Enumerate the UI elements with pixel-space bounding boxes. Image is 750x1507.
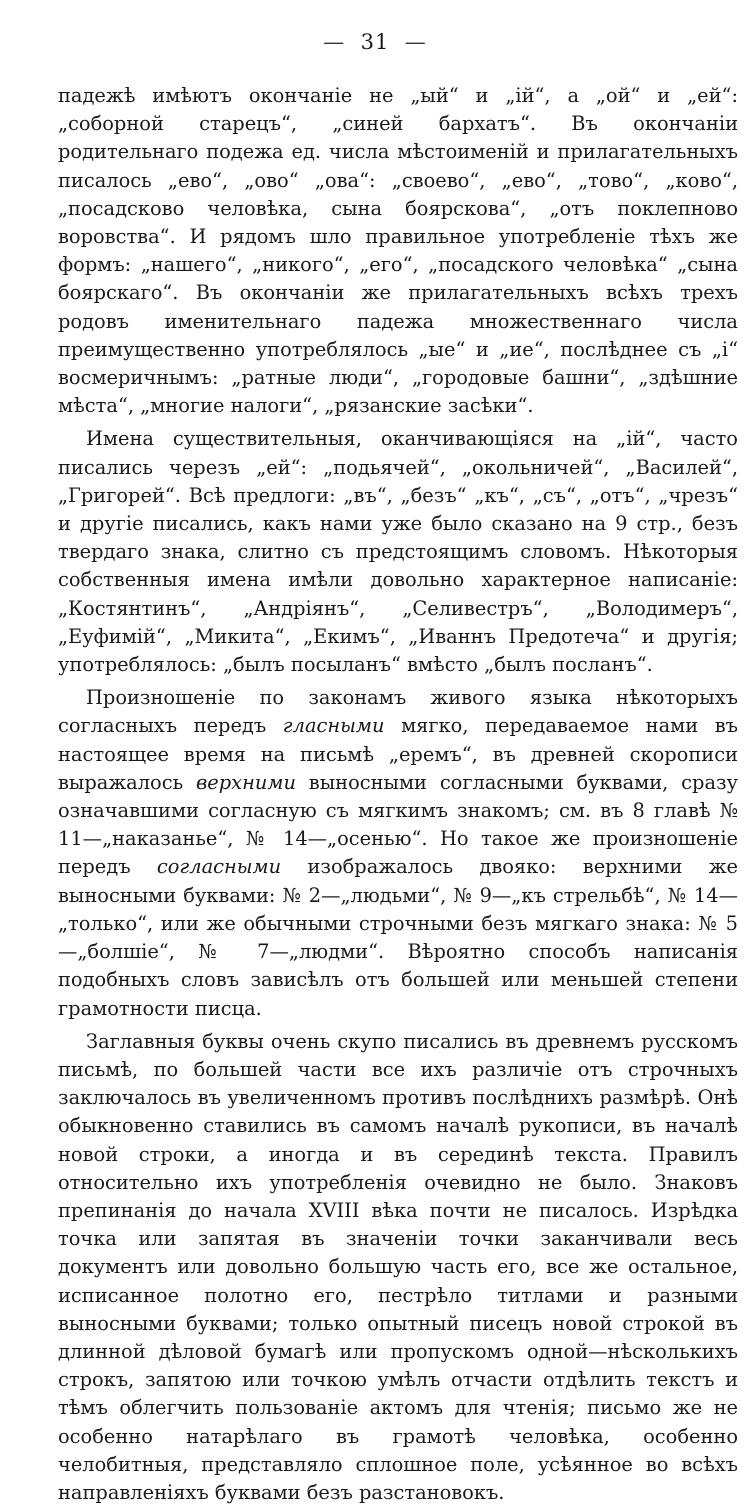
paragraph-3-italic-glasnymi: гласными (282, 714, 385, 738)
paragraph-3-italic-verkhnimi: верхними (196, 770, 296, 794)
page-body (58, 82, 738, 1507)
paragraph-3 (58, 684, 738, 1022)
header-dash-left: — (323, 30, 346, 54)
paragraph-3-italic-soglasnymi: согласными (156, 855, 282, 879)
paragraph-3-seg-7: изображалось двояко: верхними же выносными буквами: № 2—„людьми“, № 9—„къ стрельбѣ“, № 14—„только“, или же обычными строчными безъ мягкаго знака: № 5—„болшіе“, № 7—„людми“. Вѣроятно способъ написанія подобныхъ словъ зависѣлъ отъ большей или меньшей степени грамотности писца. (58, 855, 739, 1020)
page-number: 31 (360, 30, 390, 54)
header-dash-right: — (404, 30, 427, 54)
paragraph-1 (58, 82, 738, 420)
paragraph-2 (58, 425, 738, 679)
paragraph-1-text: падежѣ имѣютъ окончаніе не „ый“ и „ій“, а „ой“ и „ей“: „соборной старецъ“, „синей бархатъ“. Въ окончаніи родительнаго подежа ед. числа мѣстоименій и прилагательныхъ писалось „ево“, „ово“ „ова“: „своево“, „ево“, „тово“, „ково“, „посадсково человѣка, сына боярскова“, „отъ поклепново воровства“. И рядомъ шло правильное употребленіе тѣхъ же формъ: „нашего“, „никого“, „его“, „посадского человѣка“ „сына боярскаго“. Въ окончаніи же прилагательныхъ всѣхъ трехъ родовъ именительнаго падежа множественнаго числа преимущественно употреблялось „ые“ и „ие“, послѣднее съ „і“ восмеричнымъ: „ратные люди“, „городовые башни“, „здѣшние мѣста“, „многие налоги“, „рязанские засѣки“. (58, 84, 738, 418)
paragraph-3-seg-3: мягко, передаваемое нами въ настоящее время на письмѣ „еремъ“, въ древней скорописи выражалось (58, 714, 738, 794)
paragraph-2-text: Имена существительныя, оканчивающіяся на „ій“, часто писались черезъ „ей“: „подьячей“, „окольничей“, „Василей“, „Григорей“. Всѣ предлоги: „въ“, „безъ“ „къ“, „съ“, „отъ“, „чрезъ“ и другіе писались, какъ нами уже было сказано на 9 стр., безъ твердаго знака, слитно съ предстоящимъ словомъ. Нѣкоторыя собственныя имена имѣли довольно характерное написаніе: „Костянтинъ“, „Андріянъ“, „Селивестръ“, „Володимеръ“, „Еуфимій“, „Микита“, „Екимъ“, „Иваннъ Предотеча“ и другія; употреблялось: „былъ посыланъ“ вмѣсто „былъ посланъ“. (58, 427, 738, 677)
paragraph-4 (58, 1028, 738, 1507)
paragraph-3-seg-1: Произношеніе по законамъ живого языка нѣкоторыхъ согласныхъ передъ (58, 686, 738, 738)
paragraph-4-text: Заглавныя буквы очень скупо писались въ древнемъ русскомъ письмѣ, по большей части все ихъ различіе отъ строчныхъ заключалось въ увеличенномъ противъ послѣднихъ размѣрѣ. Онѣ обыкновенно ставились въ самомъ началѣ рукописи, въ началѣ новой строки, а иногда и въ серединѣ текста. Правилъ относительно ихъ употребленія очевидно не было. Знаковъ препинанія до начала XVIII вѣка почти не писалось. Изрѣдка точка или запятая въ значеніи точки заканчивали весь документъ или довольно большую часть его, все же остальное, исписанное полотно его, пестрѣло титлами и разными выносными буквами; только опытный писецъ новой строкой въ длинной дѣловой бумагѣ или пропускомъ одной—нѣсколькихъ строкъ, запятою или точкою умѣлъ отчасти отдѣлить текстъ и тѣмъ облегчить пользованіе актомъ для чтенія; письмо же не особенно натарѣлаго въ грамотѣ человѣка, особенно челобитныя, представляло сплошное поле, усѣянное во всѣхъ направленіяхъ буквами безъ разстановокъ. (58, 1029, 738, 1504)
paragraph-3-seg-5: выносными согласными буквами, сразу означавшими согласную съ мягкимъ знакомъ; см. въ 8 главѣ № 11—„наказанье“, № 14—„осенью“. Но такое же произношеніе передъ (58, 770, 739, 879)
page-header (0, 30, 750, 54)
